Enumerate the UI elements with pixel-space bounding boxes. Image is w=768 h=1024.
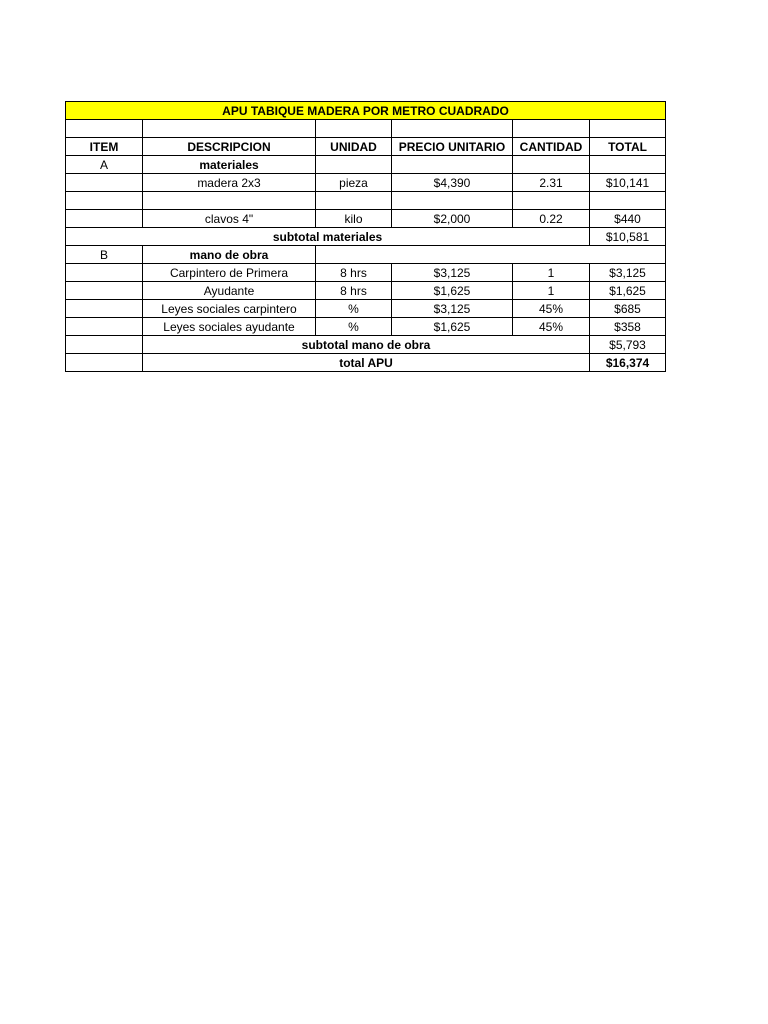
apu-table xyxy=(65,101,666,372)
row-unidad: 8 hrs xyxy=(316,264,392,282)
subtotal-value: $10,581 xyxy=(590,228,666,246)
row-precio: $2,000 xyxy=(392,210,513,228)
row-total: $1,625 xyxy=(590,282,666,300)
row-cantidad: 1 xyxy=(513,264,590,282)
total-row xyxy=(66,354,666,372)
table-row xyxy=(66,318,666,336)
header-unidad: UNIDAD xyxy=(316,138,392,156)
row-descripcion: Carpintero de Primera xyxy=(143,264,316,282)
subtotal-label: subtotal mano de obra xyxy=(143,336,590,354)
row-total: $10,141 xyxy=(590,174,666,192)
row-descripcion: madera 2x3 xyxy=(143,174,316,192)
row-precio: $4,390 xyxy=(392,174,513,192)
header-precio-unitario: PRECIO UNITARIO xyxy=(392,138,513,156)
row-unidad: pieza xyxy=(316,174,392,192)
row-cantidad: 45% xyxy=(513,318,590,336)
row-unidad: % xyxy=(316,300,392,318)
row-descripcion: Ayudante xyxy=(143,282,316,300)
row-cantidad: 45% xyxy=(513,300,590,318)
row-cantidad: 1 xyxy=(513,282,590,300)
header-descripcion: DESCRIPCION xyxy=(143,138,316,156)
table-row xyxy=(66,210,666,228)
row-precio: $3,125 xyxy=(392,300,513,318)
row-descripcion: Leyes sociales ayudante xyxy=(143,318,316,336)
table-title: APU TABIQUE MADERA POR METRO CUADRADO xyxy=(66,102,666,120)
section-row xyxy=(66,246,666,264)
section-item: B xyxy=(66,246,143,264)
section-label: mano de obra xyxy=(143,246,316,264)
row-precio: $1,625 xyxy=(392,318,513,336)
row-descripcion: clavos 4" xyxy=(143,210,316,228)
row-cantidad: 0.22 xyxy=(513,210,590,228)
header-cantidad: CANTIDAD xyxy=(513,138,590,156)
header-total: TOTAL xyxy=(590,138,666,156)
row-precio: $3,125 xyxy=(392,264,513,282)
blank-row xyxy=(66,120,666,138)
section-item: A xyxy=(66,156,143,174)
section-label: materiales xyxy=(143,156,316,174)
section-row xyxy=(66,156,666,174)
row-total: $358 xyxy=(590,318,666,336)
table-row xyxy=(66,300,666,318)
row-precio: $1,625 xyxy=(392,282,513,300)
header-row xyxy=(66,138,666,156)
table-row xyxy=(66,264,666,282)
blank-row xyxy=(66,192,666,210)
subtotal-row xyxy=(66,228,666,246)
row-unidad: kilo xyxy=(316,210,392,228)
row-total: $3,125 xyxy=(590,264,666,282)
row-total: $440 xyxy=(590,210,666,228)
row-unidad: 8 hrs xyxy=(316,282,392,300)
row-unidad: % xyxy=(316,318,392,336)
subtotal-row xyxy=(66,336,666,354)
total-value: $16,374 xyxy=(590,354,666,372)
table-row xyxy=(66,282,666,300)
row-descripcion: Leyes sociales carpintero xyxy=(143,300,316,318)
total-label: total APU xyxy=(143,354,590,372)
subtotal-label: subtotal materiales xyxy=(66,228,590,246)
row-total: $685 xyxy=(590,300,666,318)
title-row xyxy=(66,102,666,120)
row-cantidad: 2.31 xyxy=(513,174,590,192)
header-item: ITEM xyxy=(66,138,143,156)
subtotal-value: $5,793 xyxy=(590,336,666,354)
table-row xyxy=(66,174,666,192)
